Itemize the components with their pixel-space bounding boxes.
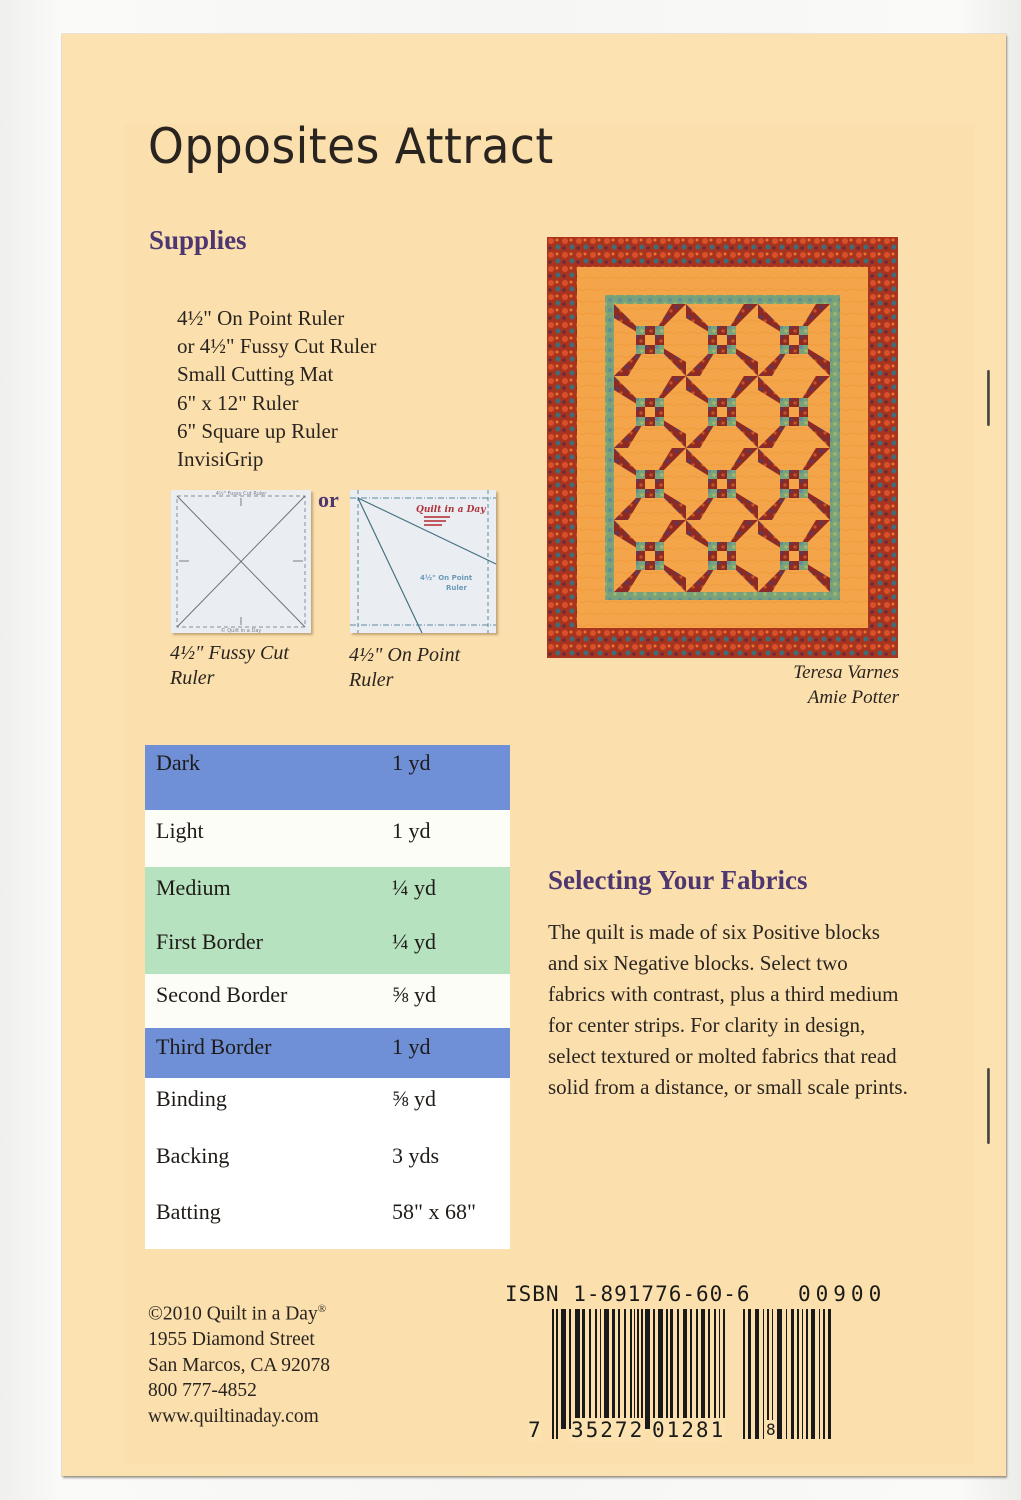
barcode-digits-group2: 01281: [652, 1418, 726, 1442]
fabric-name: Binding: [145, 1078, 392, 1135]
table-row: [145, 921, 510, 974]
quilt-credit: Teresa Varnes Amie Potter: [793, 662, 899, 708]
supply-item: 6" Square up Ruler: [177, 418, 338, 443]
fabric-amount: ⅝ yd: [392, 974, 510, 1028]
selecting-fabrics-heading: Selecting Your Fabrics: [548, 865, 808, 895]
website-link[interactable]: www.quiltinaday.com: [148, 1405, 319, 1427]
table-row: [145, 974, 510, 1028]
fabric-amount: 1 yd: [392, 745, 510, 810]
supply-item: or 4½" Fussy Cut Ruler: [177, 334, 377, 359]
selecting-fabrics-body: The quilt is made of six Positive blocks and six Negative blocks. Select two fabrics with contrast, plus a third medium for center strips. For clarity in design, select textured or molted fabrics that read solid from a distance, or small scale prints.: [548, 920, 908, 1099]
svg-text:4½" Fussy Cut Ruler: 4½" Fussy Cut Ruler: [215, 491, 267, 497]
on-point-ruler-caption: 4½" On Point Ruler: [349, 644, 461, 691]
isbn-number: ISBN 1-891776-60-6: [505, 1282, 751, 1306]
fabric-amount: 3 yds: [392, 1135, 510, 1193]
table-row: [145, 1193, 510, 1249]
svg-text:Ruler: Ruler: [446, 584, 467, 592]
staple-top: [987, 370, 990, 426]
fabric-name: Second Border: [145, 974, 392, 1028]
table-row: [145, 1135, 510, 1193]
table-row: [145, 745, 510, 810]
svg-text:4½" On Point: 4½" On Point: [420, 574, 473, 582]
page-title: Opposites Attract: [148, 118, 554, 175]
fabric-name: Backing: [145, 1135, 392, 1193]
barcode-digits-group1: 35272: [571, 1418, 645, 1442]
fabric-name: Light: [145, 810, 392, 867]
fussy-cut-ruler-image: [171, 490, 311, 633]
table-row: [145, 1078, 510, 1135]
supplies-heading: Supplies: [149, 225, 247, 255]
table-row: [145, 810, 510, 867]
supply-item: Small Cutting Mat: [177, 362, 334, 387]
fabric-amount: ⅝ yd: [392, 1078, 510, 1135]
fabric-name: Batting: [145, 1193, 392, 1249]
price-code: 00900: [798, 1282, 887, 1306]
fabric-name: First Border: [145, 921, 392, 974]
fabric-amount: 1 yd: [392, 1028, 510, 1078]
fabric-amount: 1 yd: [392, 810, 510, 867]
street-line: 1955 Diamond Street: [148, 1329, 315, 1351]
svg-text:© Quilt in a Day: © Quilt in a Day: [220, 628, 262, 633]
supply-item: 4½" On Point Ruler: [177, 306, 345, 330]
fabric-name: Third Border: [145, 1028, 392, 1078]
phone-line: 800 777-4852: [148, 1380, 257, 1402]
on-point-ruler-drawing: [350, 490, 496, 633]
fabric-name: Medium: [145, 867, 392, 921]
copyright-line: ©2010 Quilt in a Day®: [148, 1303, 327, 1325]
fabric-requirements-table: [145, 745, 510, 1249]
quilt-photo: [547, 237, 898, 658]
table-row: [145, 1028, 510, 1078]
or-label: or: [318, 487, 339, 512]
fussy-cut-ruler-caption: 4½" Fussy Cut Ruler: [170, 642, 289, 689]
staple-bottom: [987, 1068, 990, 1144]
barcode-digit-left: 7: [528, 1418, 541, 1442]
barcode-digit-right: 8: [766, 1420, 776, 1439]
fussy-cut-ruler-drawing: [171, 490, 311, 633]
fabric-amount: ¼ yd: [392, 867, 510, 921]
fabric-name: Dark: [145, 745, 392, 810]
fabric-amount: 58" x 68": [392, 1193, 510, 1249]
supply-item: InvisiGrip: [177, 447, 264, 472]
supplies-list: [177, 304, 376, 473]
fabric-amount: ¼ yd: [392, 921, 510, 974]
on-point-ruler-image: [350, 490, 496, 633]
table-row: [145, 867, 510, 921]
pattern-back-cover: [62, 34, 1006, 1476]
city-line: San Marcos, CA 92078: [148, 1354, 330, 1376]
quilt-illustration: [547, 237, 898, 658]
publisher-address: [148, 1297, 330, 1429]
supply-item: 6" x 12" Ruler: [177, 390, 299, 415]
ruler-brand-text: Quilt in a Day: [416, 505, 486, 515]
